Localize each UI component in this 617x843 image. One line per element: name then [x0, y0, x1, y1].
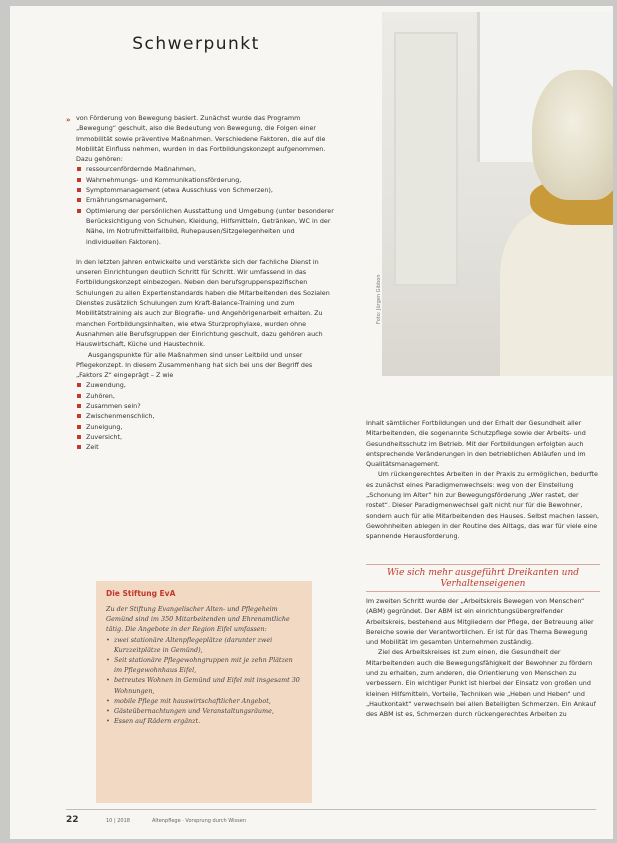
list-item: Ernährungsmanagement, — [76, 195, 334, 205]
continuation-mark: » — [66, 116, 71, 124]
info-box-item: • Seit stationäre Pflegewohngruppen mit je zehn Plätzen im Pflegewohnhaus Eifel, — [106, 655, 302, 675]
info-box-title: Die Stiftung EvA — [106, 589, 176, 598]
photo-person-hair — [532, 70, 613, 200]
list-item: Zuhören, — [76, 391, 334, 401]
body-paragraph: Um rückengerechtes Arbeiten in der Praxis zu ermöglichen, bedurfte es zunächst eines Paradigmenwechsels: weg von der Einstellung „Schonung im Alter“ hin zur Bewegungsförderung „Wer rastet, der rostet“. Dieser Paradigmenwechsel galt nicht nur für die Bewohner, sondern auch für alle Mitarbeitenden des Hauses. Selbst machen lassen, Gewohnheiten ablegen in der Routine des Alltags, das war für viele eine spannende Herausforderung. — [366, 470, 600, 541]
body-paragraph: Ziel des Arbeitskreises ist zum einen, die Gesundheit der Mitarbeitenden auch die Bewegungsfähigkeit der Bewohner zu fördern und zu erhalten, zum anderen, die Orientierung von Menschen zu verbessern. Ein wichtiger Punkt ist hierbei der Einsatz von großen und kleinen Hilfsmitteln, Vorteile, Techniken wie „Heben und Heben“ und „Hautkontakt“ verwechseln bei allen Beteiligten Schmerzen. Ein Ankauf des ABM ist es, Schmerzen durch rückengerechtes Arbeiten zu — [366, 648, 596, 719]
list-item: Zuversicht, — [76, 432, 334, 442]
subhead-rule-bottom — [366, 591, 600, 592]
article-photo — [382, 12, 613, 376]
section-title: Schwerpunkt — [132, 34, 260, 54]
magazine-page — [10, 6, 613, 839]
list-item: Optimierung der persönlichen Ausstattung und Umgebung (unter besonderer Berücksichtigung von Schuhen, Kleidung, Hilfsmitteln, Getränken, WC in der Nähe, im Notrufmittelfallbild, Ruhepausen/Sitzgelegenheiten und individuellen Faktoren). — [76, 206, 334, 247]
list-item: Zuwendung, — [76, 380, 334, 390]
info-box — [96, 581, 312, 803]
intro-paragraph: von Förderung von Bewegung basiert. Zunächst wurde das Programm „Bewegung“ geschult, also die Bedeutung von Bewegung, die Folgen einer Immobilität sowie präventive Maßnahmen. Verschiedene Faktoren, die auf die Mobilität Einfluss nehmen, wurden in das Fortbildungskonzept aufgenommen. Dazu gehören: — [76, 114, 326, 164]
photo-credit: Foto: Jürgen Gibbon — [376, 274, 382, 324]
list-item: Zwischenmenschlich, — [76, 411, 334, 421]
info-box-intro: Zu der Stiftung Evangelischer Alten- und Pflegeheim Gemünd sind im 350 Mitarbeitenden und Ehrenamtliche tätig. Die Angebote in der Region Eifel umfassen: — [106, 605, 290, 634]
info-box-item: • zwei stationäre Altenpflegeplätze (darunter zwei Kurzzeitplätze in Gemünd), — [106, 635, 302, 655]
info-box-body — [96, 604, 312, 726]
list-item: Zuneigung, — [76, 422, 334, 432]
subheading: Wie sich mehr ausgeführt Dreikanten und Verhaltenseigenen — [386, 568, 580, 589]
photo-person-shirt — [500, 210, 613, 376]
magazine-name: Altenpflege · Vorsprung durch Wissen — [152, 818, 246, 824]
body-paragraph: Ausgangspunkte für alle Maßnahmen sind unser Leitbild und unser Pflegekonzept. In diesem Zusammenhang hat sich bei uns der Begriff des „Faktors Z“ eingeprägt – Z wie — [76, 350, 313, 380]
info-box-item: • betreutes Wohnen in Gemünd und Eifel mit insgesamt 30 Wohnungen, — [106, 675, 302, 695]
issue-label: 10 | 2018 — [106, 818, 130, 824]
body-paragraph: In den letzten Jahren entwickelte und verstärkte sich der fachliche Dienst in unseren Einrichtungen deutlich Schritt für Schritt. Wir umfassend in das Fortbildungskonzept einbezogen. Neben den berufsgruppenspezifischen Schulungen zu allen Expertenstandards haben die Mitarbeitenden des Sozialen Dienstes zusätzlich Schulungen zum Kraft-Balance-Training und zum Mobilitätstraining als auch zur Biografie- und Angehörigenarbeit erhalten. Zu manchen Fortbildungsinhalten, wie etwa Sturzprophylaxe, wurden ohne Ausnahmen alle Berufsgruppen der Einrichtung geschult, dazu gehören auch Hauswirtschaft, Küche und Haustechnik. — [76, 257, 330, 349]
info-box-item: • mobile Pflege mit hauswirtschaftlicher Angebot, — [106, 696, 302, 706]
body-paragraph: Im zweiten Schritt wurde der „Arbeitskreis Bewegen von Menschen“ (ABM) gegründet. Der ABM ist ein einrichtungsübergreifender Arbeitskreis, bestehend aus Mitgliedern der Pflege, der Betreuung aller Bereiche sowie der Verantwortlichen. Er ist für das Thema Bewegung und Mobilität im gesamten Unternehmen zuständig. — [366, 597, 594, 647]
list-item: ressourcenfördernde Maßnahmen, — [76, 164, 334, 174]
list-item: Zusammen sein? — [76, 401, 334, 411]
info-box-item: • Gästeübernachtungen und Veranstaltungsräume, — [106, 706, 302, 716]
subhead-rule-top — [366, 564, 600, 565]
list-item: Symptommanagement (etwa Ausschluss von Schmerzen), — [76, 185, 334, 195]
right-column-bottom — [366, 596, 600, 720]
page-number: 22 — [66, 815, 79, 825]
right-column-top — [366, 418, 600, 542]
footer-rule — [66, 809, 596, 810]
photo-door — [394, 32, 458, 286]
list-item: Wahrnehmungs- und Kommunikationsförderung, — [76, 175, 334, 185]
body-paragraph: Inhalt sämtlicher Fortbildungen und der Erhalt der Gesundheit aller Mitarbeitenden, die sogenannte Schutzpflege sowie der Arbeits- und Gesundheitsschutz im Betrieb. Mit der Fortbildungen erfolgten auch entsprechende Veränderungen in den betrieblichen Abläufen und im Qualitätsmanagement. — [366, 419, 586, 469]
left-column-top — [76, 113, 334, 453]
info-box-item: • Essen auf Rädern ergänzt. — [106, 716, 302, 726]
list-item: Zeit — [76, 442, 334, 452]
